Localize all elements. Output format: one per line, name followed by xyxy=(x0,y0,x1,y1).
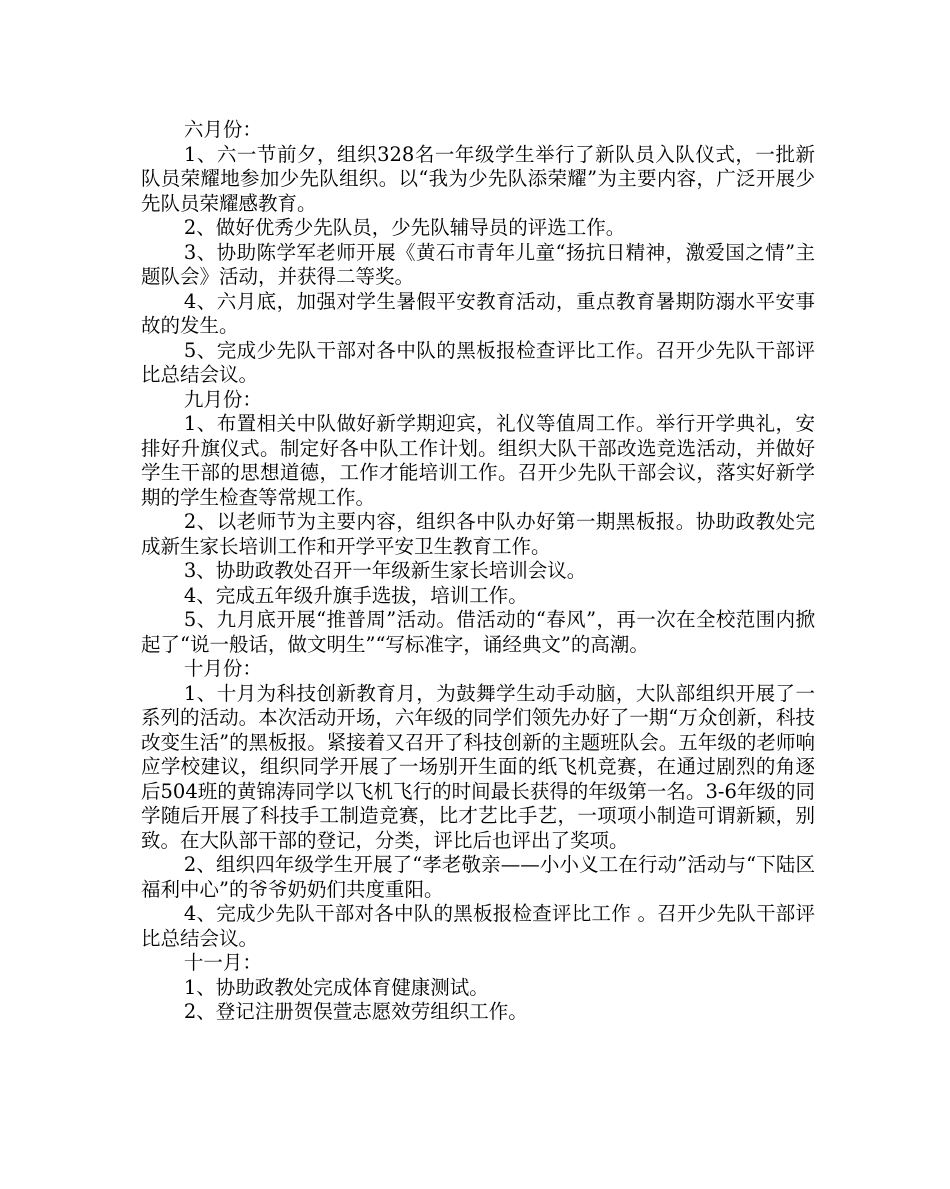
paragraph: 5、九月底开展“推普周”活动。借活动的“春风”，再一次在全校范围内掀起了“说一般话，做文明生”“写标准字，诵经典文”的高潮。 xyxy=(141,608,815,656)
section-heading-june: 六月份： xyxy=(183,118,262,141)
paragraph: 3、协助政教处召开一年级新生家长培训会议。 xyxy=(183,559,587,582)
paragraph: 1、协助政教处完成体育健康测试。 xyxy=(183,975,489,999)
paragraph: 2、组织四年级学生开展了“孝老敬亲——小小义工在行动”活动与“下陆区福利中心”的爷爷奶奶们共度重阳。 xyxy=(141,853,815,901)
paragraph: 4、完成五年级升旗手选拔，培训工作。 xyxy=(183,583,528,607)
paragraph: 2、登记注册贺俣萱志愿效劳组织工作。 xyxy=(183,1000,528,1023)
paragraph: 2、做好优秀少先队员，少先队辅导员的评选工作。 xyxy=(183,216,626,239)
section-heading-september: 九月份： xyxy=(183,387,262,411)
paragraph: 4、六月底，加强对学生暑假平安教育活动，重点教育暑期防溺水平安事故的发生。 xyxy=(141,289,815,337)
paragraph: 1、六一节前夕，组织328名一年级学生举行了新队员入队仪式，一批新队员荣耀地参加少先队组织。以“我为少先队添荣耀”为主要内容，广泛开展少先队员荣耀感教育。 xyxy=(141,142,815,215)
section-heading-november: 十一月： xyxy=(183,951,262,974)
paragraph: 3、协助陈学军老师开展《黄石市青年儿童“扬抗日精神，激爱国之情”主题队会》活动，并获得二等奖。 xyxy=(141,240,815,288)
document-body xyxy=(141,118,815,1025)
paragraph: 2、以老师节为主要内容，组织各中队办好第一期黑板报。协助政教处完成新生家长培训工作和开学平安卫生教育工作。 xyxy=(141,510,815,558)
paragraph: 5、完成少先队干部对各中队的黑板报检查评比工作。召开少先队干部评比总结会议。 xyxy=(141,338,815,386)
paragraph: 1、十月为科技创新教育月，为鼓舞学生动手动脑，大队部组织开展了一系列的活动。本次活动开场，六年级的同学们领先办好了一期“万众创新，科技改变生活”的黑板报。紧接着又召开了科技创新的主题班队会。五年级的老师响应学校建议，组织同学开展了一场别开生面的纸飞机竞赛，在通过剧烈的角逐后504班的黄锦涛同学以飞机飞行的时间最长获得的年级第一名。3-6年级的同学随后开展了科技手工制造竞赛，比才艺比手艺，一项项小制造可谓新颖，别致。在大队部干部的登记，分类，评比后也评出了奖项。 xyxy=(141,681,815,852)
paragraph: 1、布置相关中队做好新学期迎宾，礼仪等值周工作。举行开学典礼，安排好升旗仪式。制定好各中队工作计划。组织大队干部改选竞选活动，并做好学生干部的思想道德，工作才能培训工作。召开少先队干部会议，落实好新学期的学生检查等常规工作。 xyxy=(141,412,815,509)
paragraph: 4、完成少先队干部对各中队的黑板报检查评比工作 。召开少先队干部评比总结会议。 xyxy=(141,902,815,950)
section-heading-october: 十月份： xyxy=(183,657,262,680)
